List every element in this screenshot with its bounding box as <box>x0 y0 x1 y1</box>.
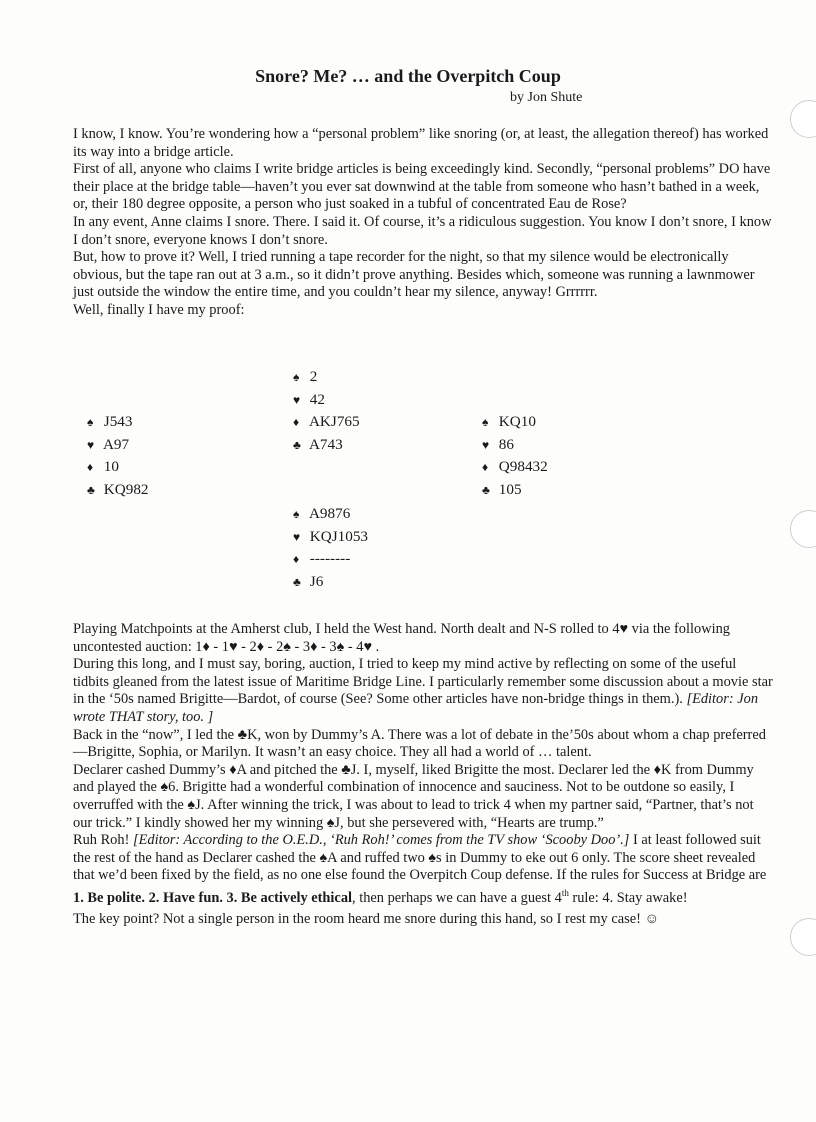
article-byline: by Jon Shute <box>510 90 583 105</box>
article-title: Snore? Me? … and the Overpitch Coup <box>255 66 561 86</box>
spade-icon: ♠ <box>293 507 300 521</box>
spade-icon: ♠ <box>482 415 489 429</box>
club-icon: ♣ <box>482 482 490 497</box>
heart-icon: ♥ <box>482 437 490 452</box>
diamond-icon: ♦ <box>482 460 489 474</box>
binder-hole <box>790 100 816 138</box>
north-clubs: ♣ A743 <box>293 434 360 457</box>
south-hand <box>293 503 368 593</box>
paragraph: In any event, Anne claims I snore. There. I said it. Of course, it’s a ridiculous suggestion. You know I don’t snore, I know I don’t snore, everyone knows I don’t snore. <box>73 213 772 248</box>
heart-icon: ♥ <box>293 529 301 544</box>
heart-icon: ♥ <box>293 392 301 407</box>
paragraph: During this long, and I must say, boring, auction, I tried to keep my mind active by reflecting on some of the useful tidbits gleaned from the latest issue of Maritime Bridge Line. I particularly remember some discussion about a movie star in the ‘50s named Brigitte—Bardot, of course (See? Some other articles have non-bridge things in them.). [Editor: Jon wrote THAT story, too. ] <box>73 656 773 725</box>
diamond-icon: ♦ <box>87 460 94 474</box>
north-hearts: ♥ 42 <box>293 389 360 412</box>
club-icon: ♣ <box>87 482 95 497</box>
north-spades: ♠ 2 <box>293 366 360 389</box>
diamond-icon: ♦ <box>293 552 300 566</box>
west-clubs: ♣ KQ982 <box>87 479 149 502</box>
paragraph: The key point? Not a single person in the room heard me snore during this hand, so I rest my case! ☺ <box>73 911 660 928</box>
north-hand <box>293 366 360 456</box>
east-hand <box>482 411 548 501</box>
paragraph: Well, finally I have my proof: <box>73 301 245 318</box>
article-body-top <box>73 126 773 320</box>
south-spades: ♠ A9876 <box>293 503 368 526</box>
paragraph: I know, I know. You’re wondering how a “personal problem” like snoring (or, at least, the allegation thereof) has worked its way into a bridge article. <box>73 126 769 160</box>
heart-icon: ♥ <box>87 437 95 452</box>
paragraph: Ruh Roh! [Editor: According to the O.E.D., ‘Ruh Roh!’ comes from the TV show ‘Scooby Doo’.] I at least followed suit the rest of the hand as Declarer cashed the ♠A and ruffed two ♠s in Dummy to eke out 6 only. The score sheet revealed that we’d been fixed by the field, as no one else found the Overpitch Coup defense. If the rules for Success at Bridge are 1. Be polite. 2. Have fun. 3. Be actively ethical, then perhaps we can have a guest 4th rule: 4. Stay awake! <box>73 832 767 906</box>
binder-hole <box>790 918 816 956</box>
east-hearts: ♥ 86 <box>482 434 548 457</box>
paragraph: Back in the “now”, I led the ♣K, won by Dummy’s A. There was a lot of debate in the’50s about whom a chap preferred—Brigitte, Sophia, or Marilyn. It wasn’t an easy choice. They all had a world of … talent. <box>73 726 766 761</box>
east-clubs: ♣ 105 <box>482 479 548 502</box>
south-hearts: ♥ KQJ1053 <box>293 526 368 549</box>
north-diamonds: ♦ AKJ765 <box>293 411 360 434</box>
club-icon: ♣ <box>293 574 301 589</box>
south-clubs: ♣ J6 <box>293 571 368 594</box>
east-diamonds: ♦ Q98432 <box>482 456 548 479</box>
spade-icon: ♠ <box>87 415 94 429</box>
club-icon: ♣ <box>293 437 301 452</box>
south-diamonds: ♦ -------- <box>293 548 368 571</box>
binder-hole <box>790 510 816 548</box>
paragraph: But, how to prove it? Well, I tried running a tape recorder for the night, so that my silence would be electronically obvious, but the tape ran out at 3 a.m., so it didn’t prove anything. Besides which, someone was running a lawnmower just outside the window the entire time, and you couldn’t hear my silence, anyway! Grrrrrr. <box>73 249 755 301</box>
paragraph: Declarer cashed Dummy’s ♦A and pitched the ♣J. I, myself, liked Brigitte the most. Declarer led the ♦K from Dummy and played the ♠6. Brigitte had a wonderful combination of innocence and sauciness. Not to be outdone so easily, I overruffed with the ♠J. After winning the trick, I was about to lead to trick 4 when my partner said, “Partner, that’s not our trick.” I kindly showed her my winning ♠J, but she persevered with, “Hearts are trump.” <box>73 761 754 831</box>
west-diamonds: ♦ 10 <box>87 456 149 479</box>
west-hand <box>87 411 149 501</box>
paragraph: First of all, anyone who claims I write bridge articles is being exceedingly kind. Secondly, “personal problems” DO have their place at the bridge table—haven’t you ever sat downwind at the table from someone who hasn’t bathed in a week, or, their 180 degree opposite, a person who just soaked in a tubful of concentrated Eau de Rose? <box>73 161 771 213</box>
editor-note: [Editor: Jon wrote THAT story, too. ] <box>73 691 759 725</box>
article-body-bottom <box>73 621 773 929</box>
west-spades: ♠ J543 <box>87 411 149 434</box>
spade-icon: ♠ <box>293 370 300 384</box>
west-hearts: ♥ A97 <box>87 434 149 457</box>
east-spades: ♠ KQ10 <box>482 411 548 434</box>
paragraph: Playing Matchpoints at the Amherst club, I held the West hand. North dealt and N-S rolled to 4♥ via the following uncontested auction: 1♦ - 1♥ - 2♦ - 2♠ - 3♦ - 3♠ - 4♥ . <box>73 621 730 655</box>
editor-note: [Editor: According to the O.E.D., ‘Ruh Roh!’ comes from the TV show ‘Scooby Doo’.] <box>132 832 630 849</box>
diamond-icon: ♦ <box>293 415 300 429</box>
